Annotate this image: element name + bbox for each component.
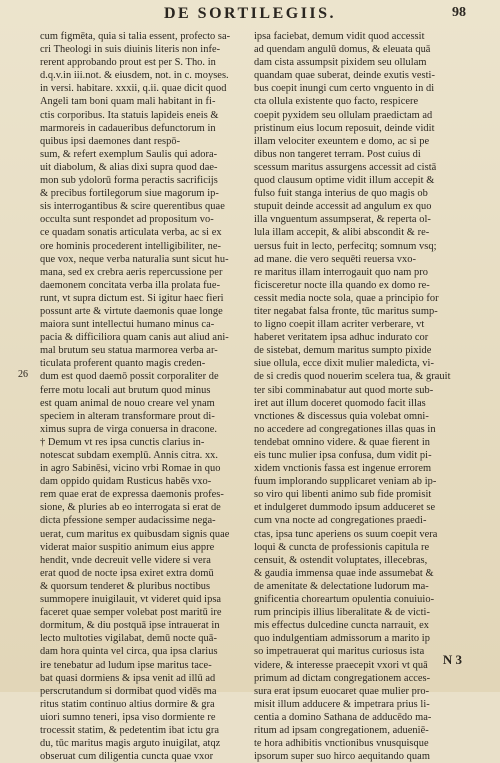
text-line: gnificentia choreartum opulentia conuiuio- — [254, 594, 435, 606]
text-line: re maritus illam interrogauit quo nam pro — [254, 266, 429, 278]
text-line: ad mane. die vero sequēti reuersa vxo- — [254, 253, 417, 265]
text-line: loqui & cuncta de professionis capitula re — [254, 541, 430, 553]
text-line: dicta pfessione semper audacissime nega- — [40, 515, 216, 527]
text-line: ficisceretur nocte illa quando ex domo re- — [254, 279, 430, 291]
text-line: so viro qui libenti animo sub fide promisit — [254, 489, 432, 501]
text-line: ore hominis procederent intelligibiliter, ne- — [40, 240, 222, 252]
text-line: possunt arte & virtute daemonis quae longe — [40, 305, 223, 317]
text-line: scessum maritus assurgens accessit ad cistā — [254, 161, 437, 173]
text-line: ticulata proferent quanto magis creden- — [40, 358, 206, 370]
text-line: fulso fuit stanga interius de quo magis ob — [254, 188, 428, 200]
text-line: primum ad dictam congregationem acces- — [254, 672, 431, 684]
text-line: siue ollula, ecce dixit mulier maledicta, vi- — [254, 358, 434, 370]
text-line: sura erat ipsum euocaret quae mulier pro- — [254, 685, 430, 697]
text-line: ctis corporibus. Ita statuis lapideis eneis & — [40, 109, 219, 121]
text-line: marmoreis in cadaueribus defunctorum in — [40, 122, 216, 134]
text-line: to ligno coepit illam acriter verberare, vt — [254, 319, 425, 331]
marginal-note-number: 26 — [18, 369, 28, 380]
text-line: ter sibi comminabatur aut quod morte sub- — [254, 384, 434, 396]
text-line: illam velociter exeuntem e domo, ac si pe — [254, 135, 430, 147]
text-line: de sistebat, demum maritus sumpto pixide — [254, 345, 432, 357]
text-line: rerent approbando prout est per S. Tho. in — [40, 57, 216, 69]
text-line: est quam animal de nouo creare vel ynam — [40, 397, 215, 409]
text-line: † Demum vt res ipsa cunctis clarius in- — [40, 436, 205, 448]
text-line: viderat maior suspitio animum eius appre — [40, 541, 215, 553]
text-line: de si credis quod nouerim scelera tua, & grauit — [254, 371, 451, 383]
text-line: d.q.v.in iii.not. & eiusdem, not. in c. moyses. — [40, 70, 229, 82]
text-line: cessit media nocte sola, quae a principio for — [254, 292, 439, 304]
text-line: ritus statim continuo altius dormire & gra — [40, 698, 215, 710]
text-line: xidem vnctionis fassa est ingenue errorem — [254, 463, 432, 475]
text-line: eis tunc mulier ipsa confusa, dum vidit pi- — [254, 450, 432, 461]
text-line: ximus supra de virga conuersa in dracone. — [40, 423, 218, 435]
text-line: dam hora quinta vel circa, qua ipsa clarius — [40, 646, 218, 658]
text-line: cri Theologi in suis diuinis literis non infe- — [40, 44, 221, 56]
text-line: dormitum, & diu postquā ipse intrauerat in — [40, 620, 220, 632]
text-line: misit illum adducere & impetrara prius li- — [254, 698, 430, 710]
text-line: coepit pyxidem seu ollulam praedictam ad — [254, 109, 433, 121]
text-line: uerat, cum maritus ex quibusdam signis quae — [40, 528, 230, 540]
text-line: censuit, & ostendit voluptates, illecebras, — [254, 554, 428, 566]
text-line: pacia & difficiliora quam canis aut aliud ani- — [40, 332, 229, 344]
signature-mark: N 3 — [442, 652, 462, 667]
text-line: iret aut illum doceret quomodo facit illas — [254, 397, 426, 409]
text-line: sis interrogantibus & scire querentibus quae — [40, 201, 225, 213]
text-line: fuum implorando supplicaret veniam ab ip- — [254, 476, 437, 488]
text-line: illa vnguentum assumpserat, & reperta ol- — [254, 214, 431, 226]
text-line: in versi. habitare. xxxii, q.ii. quae dicit quod — [40, 83, 227, 95]
text-line: summopere inuigilauit, vt videret quid ipsa — [40, 594, 222, 606]
text-line: runt, vt supra dictum est. Si igitur haec fieri — [40, 292, 224, 304]
text-line: ipsorum super suo hirco aequitando quam — [254, 751, 430, 763]
text-line: uersus fuit in lecto, perfecitq; somnum vsq; — [254, 240, 437, 252]
text-line: videre, & interesse praecepit vxori vt quā — [254, 659, 428, 671]
text-line: speciem in alteram transformare prout di- — [40, 410, 215, 422]
text-line: centia a domino Sathana de adducēdo ma- — [254, 711, 432, 723]
text-line: ferre motu locali aut brutum quod minus — [40, 384, 211, 396]
text-line: occulta sunt respondet ad propositum vo- — [40, 214, 214, 226]
text-line: trocessit statim, & pedetentim ibat ictu gra — [40, 724, 220, 736]
text-line: sione, & pluries ab eo interrogata si erat de — [40, 502, 221, 514]
text-line: te hora adhibitis vnctionibus vnusquisque — [254, 738, 429, 750]
text-line: lecto multoties vigilabat, demū nocte quā- — [40, 633, 217, 645]
text-line: rum principis illius liberalitate & de victi- — [254, 607, 430, 619]
text-line: notescat subdam exemplū. Annis citra. xx. — [40, 450, 219, 461]
text-line: cum vna nocte ad congregationes praedi- — [254, 515, 427, 527]
text-line: que vox, neque verba naturalia sunt sicut hu- — [40, 253, 229, 265]
running-head: DE SORTILEGIIS. — [163, 5, 337, 22]
text-line: quibus ipsi daemones dant respō- — [40, 135, 181, 147]
text-line: ritum ad ipsam congregationem, adueniē- — [254, 724, 429, 736]
text-line: rem quae erat de expressa daemonis profes- — [40, 489, 224, 501]
text-line: so impetrauerat qui maritus curiosus ista — [254, 646, 425, 658]
text-line: maiora sunt intellectui humano minus ca- — [40, 319, 215, 331]
text-line: bus coepit inungi cum certo vnguento in di — [254, 83, 435, 95]
text-line: faceret quae semper volebat post maritū ire — [40, 607, 222, 619]
text-line: dam oppido quidam Rusticus habēs vxo- — [40, 476, 212, 488]
text-line: haberet veritatem ipsa adhuc indurato cor — [254, 332, 429, 344]
text-line: bat quasi dormiens & ipsa venit ad illū ad — [40, 672, 216, 684]
text-line: pristinum eius locum reposuit, deinde vidit — [254, 122, 435, 134]
text-line: quod clausum optime vidit illum accepit & — [254, 175, 435, 187]
text-line: dum est quod daemō possit corporaliter de — [40, 371, 219, 383]
text-line: mis effectus dulcedine cuncta narrauit, ex — [254, 620, 430, 632]
text-line: erat quod de nocte ipsa exiret extra domū — [40, 567, 214, 579]
text-line: & gaudia immensa quae inde assumebat & — [254, 567, 434, 579]
text-line: uiori sumno teneri, ipsa viso dormiente re — [40, 711, 216, 723]
text-line: ad quendam angulū domus, & eleuata quā — [254, 44, 431, 56]
text-line: ipsa faciebat, demum vidit quod accessit — [254, 31, 425, 42]
text-line: sum, & refert exemplum Saulis qui adora- — [40, 148, 218, 160]
text-line: mana, sed ex crebra aeris repercussione per — [40, 266, 223, 278]
text-line: perscrutandum si dormibat quod vidēs ma — [40, 685, 217, 697]
page-number: 98 — [452, 5, 466, 20]
text-line: et indulgeret dummodo ipsum adduceret se — [254, 502, 436, 514]
text-line: & precibus fortilegorum siue magorum ip- — [40, 188, 219, 200]
text-line: du, tūc maritus magis arguto inuigilat, atqz — [40, 738, 221, 750]
text-line: lula illam accepit, & alibi abscondit & re- — [254, 227, 430, 239]
text-line: mal brutum seu statua marmorea verba ar- — [40, 345, 218, 357]
text-line: obseruat cum diligentia cuncta quae vxor — [40, 751, 214, 763]
text-line: mon sub ydolorū forma peractis sacrificijs — [40, 175, 218, 187]
text-line: stupuit deinde accessit ad angulum ex quo — [254, 201, 432, 213]
text-line: dibus non tangeret terram. Post cuius di — [254, 148, 421, 160]
text-line: & quorsum tenderet & pluribus noctibus — [40, 580, 211, 592]
right-text-column — [254, 30, 474, 763]
text-line: ire tenebatur ad ludum ipse maritus tace- — [40, 659, 212, 671]
text-line: hendit, vnde decreuit velle videre si vera — [40, 554, 211, 566]
text-line: vnctiones & discessus quia volebat omni- — [254, 410, 429, 422]
text-line: uit diabolum, & alias dixi supra quod dae- — [40, 161, 218, 173]
text-line: quo indulgentiam admissorum a marito ip — [254, 633, 430, 645]
left-text-column — [40, 30, 254, 763]
text-line: ctas, ipsa tunc aperiens os suum coepit vera — [254, 528, 438, 540]
text-line: tendebat omnino videre. & quae fierent in — [254, 436, 431, 448]
page-header — [0, 5, 500, 25]
text-line: in agro Sabinēsi, vicino vrbi Romae in quo — [40, 463, 221, 475]
text-line: titer negabat falsa fronte, tūc maritus sump- — [254, 305, 438, 317]
text-line: cta ollula existente quo facto, respicere — [254, 96, 419, 108]
text-line: ce quadam sonatis articulata verba, ac si ex — [40, 227, 222, 239]
text-line: cum figmēta, quia si talia essent, profecto sa- — [40, 31, 231, 42]
text-line: de amenitate & delectatione ludorum ma- — [254, 580, 429, 592]
text-line: dam cista assumpsit pixidem seu ollulam — [254, 57, 427, 69]
text-line: Angeli tam boni quam mali habitant in fi- — [40, 96, 216, 108]
text-line: quandam quae suberat, deinde exutis vesti- — [254, 70, 435, 82]
text-line: no accedere ad congregationes illas quas in — [254, 423, 436, 435]
text-line: daemonem concitata verba illa prolata fue- — [40, 279, 221, 291]
